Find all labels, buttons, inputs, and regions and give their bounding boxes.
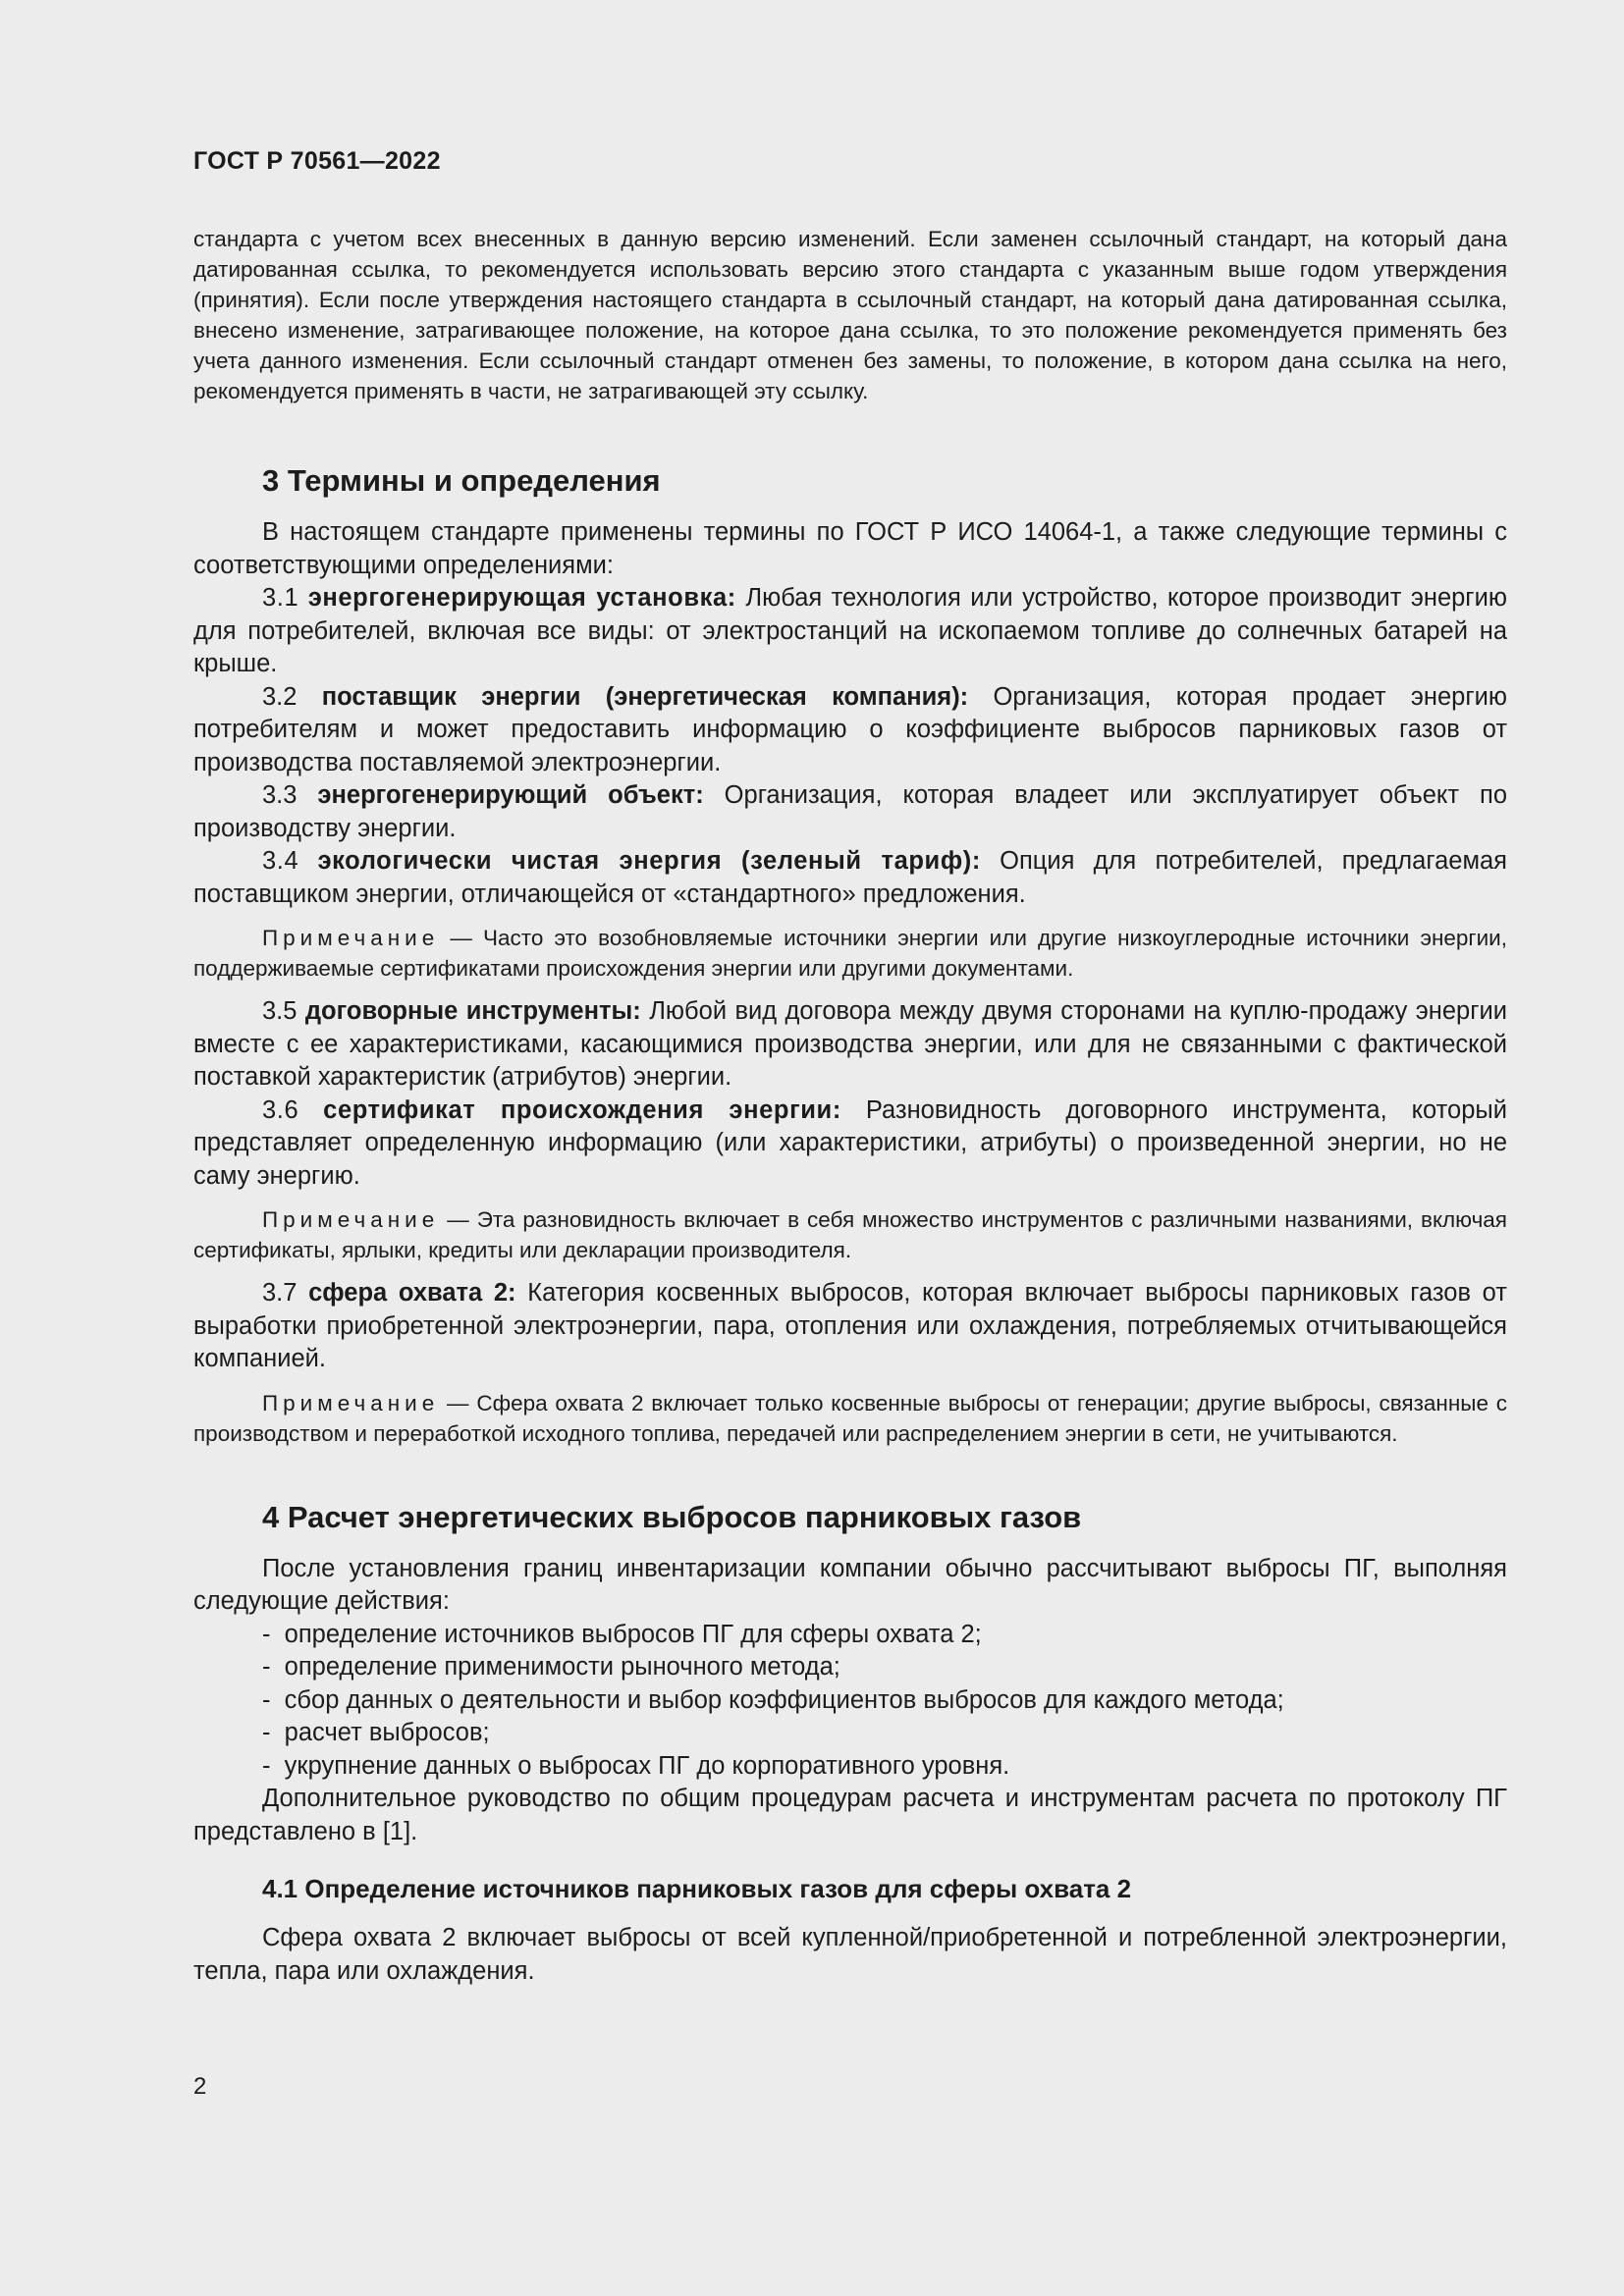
term-number: 3.5 [262, 997, 298, 1025]
term-definition: Разновидность договорного инструмента, который представляет определенную информацию (или характеристики, атрибуты) о произведенной энергии, но не саму энергию. [193, 1095, 1507, 1190]
term-name: сфера охвата 2: [308, 1279, 516, 1307]
term-3-5 [193, 995, 1507, 1095]
term-name: сертификат происхождения энергии: [323, 1095, 841, 1124]
term-3-1 [193, 582, 1507, 681]
note-text: — Эта разновидность включает в себя множество инструментов с различными названиями, включая сертификаты, ярлыки, кредиты или декларации производителя. [193, 1207, 1507, 1262]
section-3-intro: В настоящем стандарте применены термины по ГОСТ Р ИСО 14064-1, а также следующие термины с соответствующими определениями: [193, 518, 1507, 579]
term-3-2 [193, 681, 1507, 780]
term-number: 3.4 [262, 847, 299, 875]
steps-list [193, 1619, 1507, 1784]
subsection-4-1-text: Сфера охвата 2 включает выбросы от всей купленной/приобретенной и потребленной электроэнергии, тепла, пара или охлаждения. [193, 1924, 1507, 1985]
section-4-title: 4 Расчет энергетических выбросов парниковых газов [262, 1499, 1082, 1534]
document-body [193, 224, 1507, 1988]
note-text: — Сфера охвата 2 включает только косвенные выбросы от генерации; другие выбросы, связанные с производством и переработкой исходного топлива, передачей или распределением энергии в сети, не учитываются. [193, 1390, 1507, 1446]
term-name: энергогенерирующий объект: [317, 781, 704, 809]
section-3-title: 3 Термины и определения [262, 463, 661, 498]
note-text: — Часто это возобновляемые источники энергии или другие низкоуглеродные источники энергии, поддерживаемые сертификатами происхождения энергии или другими документами. [193, 926, 1507, 981]
term-name: энергогенерирующая установка: [307, 584, 736, 612]
term-name: экологически чистая энергия (зеленый тариф): [317, 847, 981, 875]
term-definition: Категория косвенных выбросов, которая включает выбросы парниковых газов от выработки приобретенной электроэнергии, пара, отопления или охлаждения, потребляемых отчитывающейся компанией. [193, 1279, 1507, 1372]
term-number: 3.3 [262, 781, 298, 809]
term-definition: Опция для потребителей, предлагаемая поставщиком энергии, отличающейся от «стандартного» предложения. [193, 847, 1507, 908]
term-number: 3.7 [262, 1279, 298, 1307]
note-1 [193, 923, 1507, 984]
list-item: - определение источников выбросов ПГ для сферы охвата 2; [262, 1619, 1507, 1652]
subsection-4-1-title: 4.1 Определение источников парниковых газов для сферы охвата 2 [262, 1874, 1132, 1903]
intro-paragraph: стандарта с учетом всех внесенных в данную версию изменений. Если заменен ссылочный стандарт, на который дана датированная ссылка, то рекомендуется использовать версию этого стандарта с указанным выше годом утверждения (принятия). Если после утверждения настоящего стандарта в ссылочный стандарт, на который дана датированная ссылка, внесено изменение, затрагивающее положение, на которое дана ссылка, то это положение рекомендуется применять без учета данного изменения. Если ссылочный стандарт отменен без замены, то положение, в котором дана ссылка на него, рекомендуется применять в части, не затрагивающей эту ссылку. [193, 227, 1507, 403]
term-3-6 [193, 1095, 1507, 1194]
list-item: - определение применимости рыночного метода; [262, 1651, 1507, 1684]
term-name: договорные инструменты: [304, 997, 641, 1025]
term-definition: Любой вид договора между двумя сторонами на куплю-продажу энергии вместе с ее характеристиками, касающимися производства энергии, или для не связанными с фактической поставкой характеристик (атрибутов) энергии. [193, 997, 1507, 1091]
list-item: - расчет выбросов; [262, 1717, 1507, 1750]
document-header-code: ГОСТ Р 70561—2022 [193, 147, 441, 175]
term-name: поставщик энергии (энергетическая компания): [321, 682, 969, 711]
term-3-7 [193, 1277, 1507, 1376]
list-item: - сбор данных о деятельности и выбор коэффициентов выбросов для каждого метода; [262, 1684, 1507, 1718]
section-4-intro: После установления границ инвентаризации компании обычно рассчитывают выбросы ПГ, выполняя следующие действия: [193, 1554, 1507, 1615]
term-number: 3.2 [262, 682, 298, 711]
term-definition: Организация, которая продает энергию потребителям и может предоставить информацию о коэффициенте выбросов парниковых газов от производства поставляемой электроэнергии. [193, 682, 1507, 776]
term-definition: Организация, которая владеет или эксплуатирует объект по производству энергии. [193, 781, 1508, 842]
term-number: 3.6 [262, 1095, 299, 1124]
note-label: Примечание [262, 926, 440, 950]
page-number: 2 [193, 2073, 207, 2100]
note-label: Примечание [262, 1207, 440, 1232]
list-item: - укрупнение данных о выбросах ПГ до корпоративного уровня. [262, 1750, 1507, 1784]
term-definition: Любая технология или устройство, которое производит энергию для потребителей, включая все виды: от электростанций на ископаемом топливе до солнечных батарей на крыше. [193, 584, 1507, 677]
note-3 [193, 1388, 1507, 1449]
term-3-3 [193, 779, 1507, 845]
note-label: Примечание [262, 1390, 440, 1415]
note-2 [193, 1204, 1507, 1265]
section-4-extra: Дополнительное руководство по общим процедурам расчета и инструментам расчета по протоколу ПГ представлено в [1]. [193, 1785, 1507, 1845]
term-3-4 [193, 845, 1507, 911]
term-number: 3.1 [262, 584, 299, 612]
